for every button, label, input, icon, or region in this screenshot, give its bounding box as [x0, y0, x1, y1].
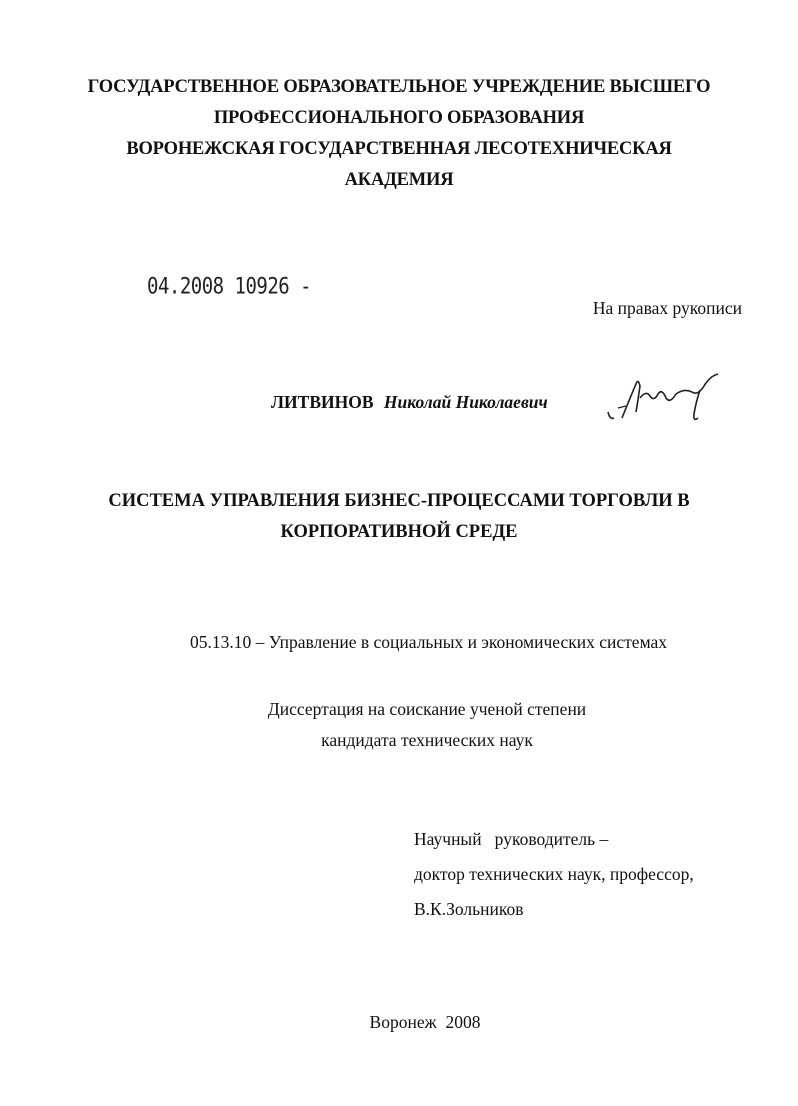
- degree-line-2: кандидата технических наук: [321, 730, 533, 750]
- institution-line-4: АКАДЕМИЯ: [344, 170, 454, 190]
- institution-header: [0, 72, 798, 196]
- author-given-names: Николай Николаевич: [383, 392, 548, 412]
- degree-line-1: Диссертация на соискание ученой степени: [267, 699, 587, 719]
- dissertation-title: [0, 486, 798, 548]
- advisor-line-2: доктор технических наук, профессор,: [414, 864, 694, 884]
- signature-icon: [600, 368, 730, 430]
- scientific-advisor: [414, 822, 694, 927]
- city-year: Воронеж 2008: [369, 1012, 481, 1032]
- institution-line-2: ПРОФЕССИОНАЛЬНОГО ОБРАЗОВАНИЯ: [213, 108, 585, 128]
- title-line-2: КОРПОРАТИВНОЙ СРЕДЕ: [280, 522, 518, 542]
- author-surname: ЛИТВИНОВ: [271, 392, 374, 412]
- registration-stamp: 04.2008 10926 -: [147, 274, 312, 300]
- author-name: [271, 392, 548, 413]
- degree-statement: [0, 694, 798, 756]
- institution-line-1: ГОСУДАРСТВЕННОЕ ОБРАЗОВАТЕЛЬНОЕ УЧРЕЖДЕНИЕ ВЫСШЕГО: [87, 77, 711, 97]
- title-line-1: СИСТЕМА УПРАВЛЕНИЯ БИЗНЕС-ПРОЦЕССАМИ ТОРГОВЛИ В: [108, 491, 690, 511]
- specialty-code: 05.13.10 – Управление в социальных и экономических системах: [190, 632, 668, 652]
- advisor-line-3: В.К.Зольников: [414, 899, 524, 919]
- advisor-line-1: Научный руководитель –: [414, 829, 609, 849]
- institution-line-3: ВОРОНЕЖСКАЯ ГОСУДАРСТВЕННАЯ ЛЕСОТЕХНИЧЕСКАЯ: [126, 139, 672, 159]
- rights-note: На правах рукописи: [592, 298, 742, 318]
